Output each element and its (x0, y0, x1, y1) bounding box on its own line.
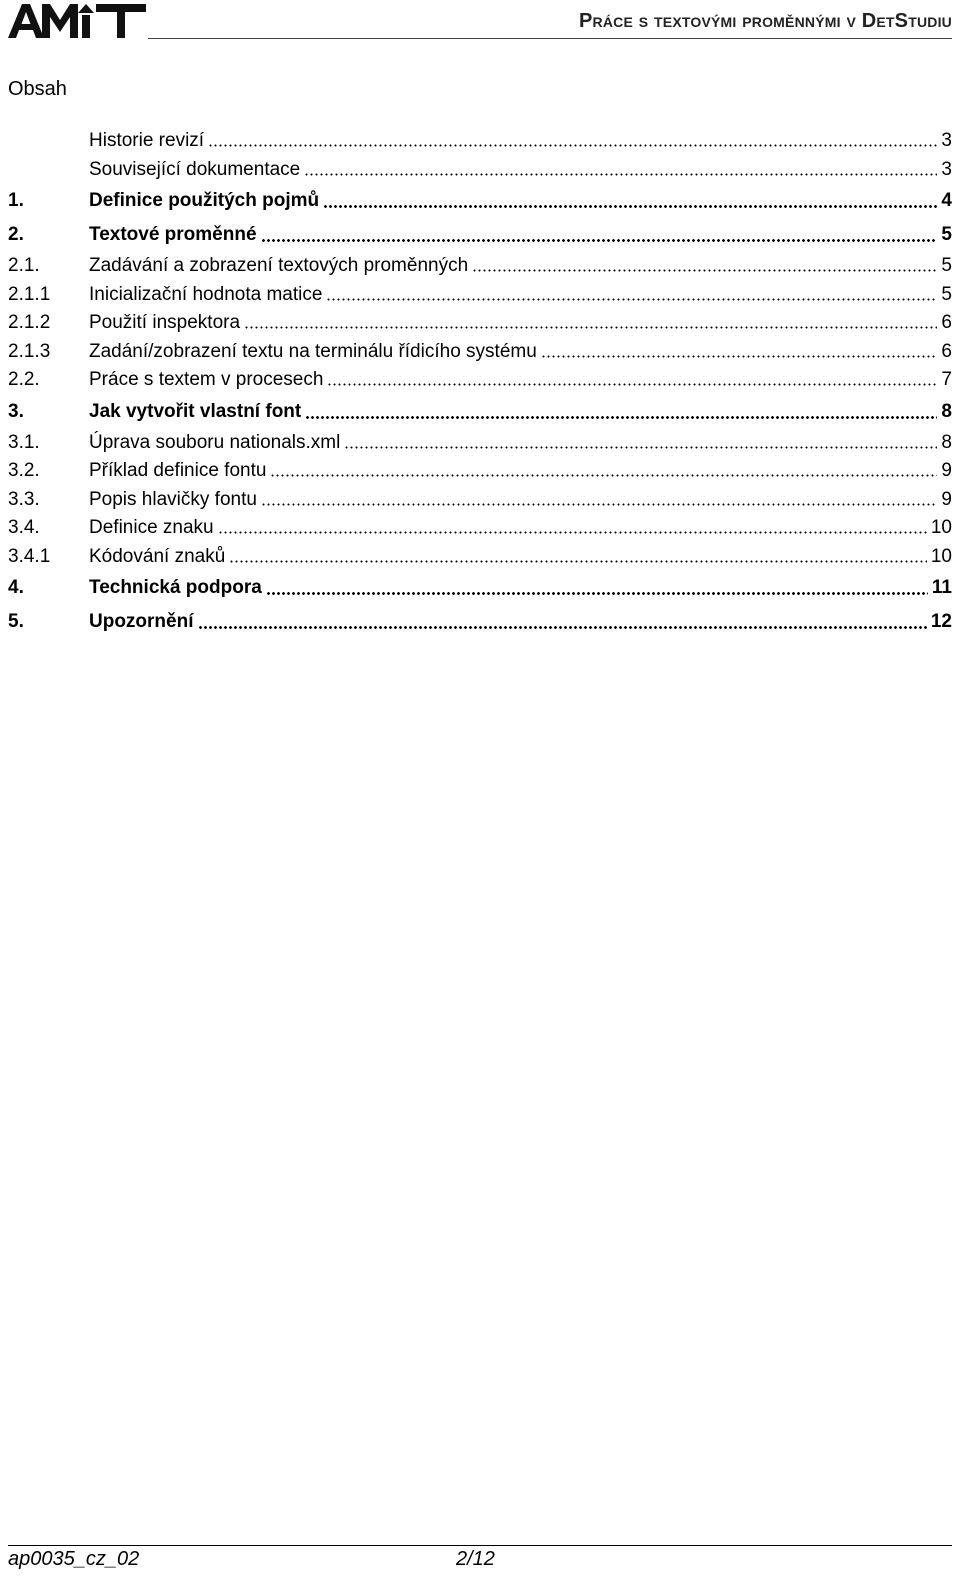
toc-dot-leader (472, 252, 937, 281)
toc-entry-number: 4. (8, 577, 24, 598)
toc-entry-page-number[interactable]: 5 (941, 255, 952, 276)
toc-entry-number: 3.1. (8, 431, 40, 453)
toc-entry-title[interactable]: Definice použitých pojmů (89, 190, 320, 211)
toc-entry[interactable] (8, 127, 952, 156)
document-title: Práce s textovými proměnnými v DetStudiu (578, 10, 952, 32)
toc-entry-line (89, 184, 952, 218)
toc-dot-leader (261, 486, 938, 515)
toc-entry-number: 3.2. (8, 460, 40, 481)
table-of-contents (8, 127, 952, 639)
toc-entry-title[interactable]: Zadávání a zobrazení textových proměnných (89, 255, 469, 276)
toc-entry-line (89, 127, 952, 156)
toc-dot-leader (326, 281, 937, 310)
toc-entry-title[interactable]: Práce s textem v procesech (89, 369, 324, 390)
toc-entry[interactable] (8, 543, 952, 572)
toc-entry-title[interactable]: Úprava souboru nationals.xml (89, 431, 341, 453)
toc-entry[interactable] (8, 309, 952, 338)
toc-entry[interactable] (8, 605, 952, 639)
toc-entry-title[interactable]: Historie revizí (89, 130, 205, 151)
toc-entry-title[interactable]: Zadání/zobrazení textu na terminálu řídicího systému (89, 340, 537, 362)
header-divider (148, 38, 952, 39)
toc-entry-page-number[interactable]: 9 (941, 488, 952, 510)
toc-dot-leader (270, 457, 937, 486)
toc-entry-line (89, 514, 952, 543)
toc-entry-number: 1. (8, 190, 24, 211)
toc-entry-line (89, 156, 952, 185)
toc-dot-leader (541, 338, 938, 367)
toc-entry-line (89, 429, 952, 458)
toc-entry-title[interactable]: Textové proměnné (89, 224, 257, 245)
toc-dot-leader (327, 366, 937, 395)
toc-entry-line (89, 457, 952, 486)
toc-entry-number: 3.3. (8, 488, 40, 510)
toc-entry-page-number[interactable]: 5 (941, 224, 952, 245)
toc-entry-line (89, 395, 952, 429)
toc-entry-page-number[interactable]: 8 (941, 400, 952, 422)
toc-dot-leader (261, 218, 938, 252)
toc-entry-page-number[interactable]: 10 (930, 517, 952, 538)
toc-entry-title[interactable]: Inicializační hodnota matice (89, 283, 323, 305)
toc-dot-leader (305, 395, 937, 429)
toc-entry-title[interactable]: Jak vytvořit vlastní font (89, 400, 302, 422)
toc-entry-page-number[interactable]: 6 (941, 340, 952, 362)
toc-dot-leader (304, 156, 937, 185)
toc-entry[interactable] (8, 218, 952, 252)
toc-entry-page-number[interactable]: 7 (941, 369, 952, 390)
toc-entry-title[interactable]: Popis hlavičky fontu (89, 488, 257, 510)
toc-dot-leader (198, 605, 927, 639)
toc-entry-page-number[interactable]: 12 (930, 611, 952, 632)
toc-entry-title[interactable]: Upozornění (89, 611, 194, 632)
toc-entry-page-number[interactable]: 4 (941, 190, 952, 211)
toc-entry-page-number[interactable]: 9 (941, 460, 952, 481)
toc-dot-leader (229, 543, 927, 572)
toc-entry[interactable] (8, 571, 952, 605)
document-code: ap0035_cz_02 (8, 1548, 140, 1570)
toc-entry-line (89, 252, 952, 281)
toc-entry[interactable] (8, 184, 952, 218)
toc-entry[interactable] (8, 486, 952, 515)
toc-entry-number: 2.1.3 (8, 340, 51, 362)
page-header (0, 0, 960, 44)
toc-dot-leader (266, 571, 928, 605)
toc-entry-number: 2. (8, 224, 24, 245)
toc-entry-number: 3. (8, 400, 24, 422)
toc-entry-page-number[interactable]: 8 (941, 431, 952, 453)
toc-entry[interactable] (8, 252, 952, 281)
toc-entry-line (89, 366, 952, 395)
toc-entry-line (89, 281, 952, 310)
toc-entry-number: 3.4.1 (8, 545, 51, 567)
toc-dot-leader (218, 514, 927, 543)
toc-entry-line (89, 218, 952, 252)
toc-dot-leader (208, 127, 937, 156)
toc-entry-number: 2.2. (8, 369, 40, 390)
toc-entry[interactable] (8, 338, 952, 367)
toc-entry-page-number[interactable]: 5 (941, 283, 952, 305)
toc-entry-line (89, 338, 952, 367)
toc-entry-title[interactable]: Technická podpora (89, 577, 262, 598)
toc-entry-line (89, 543, 952, 572)
toc-entry-title[interactable]: Příklad definice fontu (89, 460, 267, 481)
toc-entry-title[interactable]: Definice znaku (89, 517, 214, 538)
toc-entry[interactable] (8, 366, 952, 395)
toc-entry-page-number[interactable]: 3 (941, 130, 952, 151)
toc-entry-page-number[interactable]: 10 (930, 545, 952, 567)
amit-logo (8, 2, 148, 40)
toc-entry[interactable] (8, 281, 952, 310)
toc-dot-leader (244, 309, 937, 338)
toc-entry-page-number[interactable]: 3 (941, 158, 952, 180)
toc-entry-number: 5. (8, 611, 24, 632)
toc-entry-title[interactable]: Kódování znaků (89, 545, 226, 567)
toc-entry-line (89, 571, 952, 605)
toc-entry-number: 2.1.1 (8, 283, 51, 305)
toc-entry-title[interactable]: Související dokumentace (89, 158, 301, 180)
toc-entry-line (89, 486, 952, 515)
toc-dot-leader (323, 184, 937, 218)
toc-entry-number: 2.1. (8, 255, 40, 276)
toc-entry[interactable] (8, 395, 952, 429)
toc-entry[interactable] (8, 514, 952, 543)
toc-entry[interactable] (8, 156, 952, 185)
toc-entry-page-number[interactable]: 6 (941, 312, 952, 333)
toc-dot-leader (344, 429, 937, 458)
toc-heading: Obsah (8, 78, 67, 100)
toc-entry[interactable] (8, 429, 952, 458)
toc-entry-page-number[interactable]: 11 (931, 577, 952, 598)
toc-entry-number: 2.1.2 (8, 312, 51, 333)
toc-entry-title[interactable]: Použití inspektora (89, 312, 241, 333)
toc-entry-line (89, 605, 952, 639)
page-indicator: 2/12 (456, 1548, 495, 1570)
toc-entry[interactable] (8, 457, 952, 486)
toc-entry-line (89, 309, 952, 338)
footer-divider (8, 1545, 952, 1546)
toc-entry-number: 3.4. (8, 517, 40, 538)
